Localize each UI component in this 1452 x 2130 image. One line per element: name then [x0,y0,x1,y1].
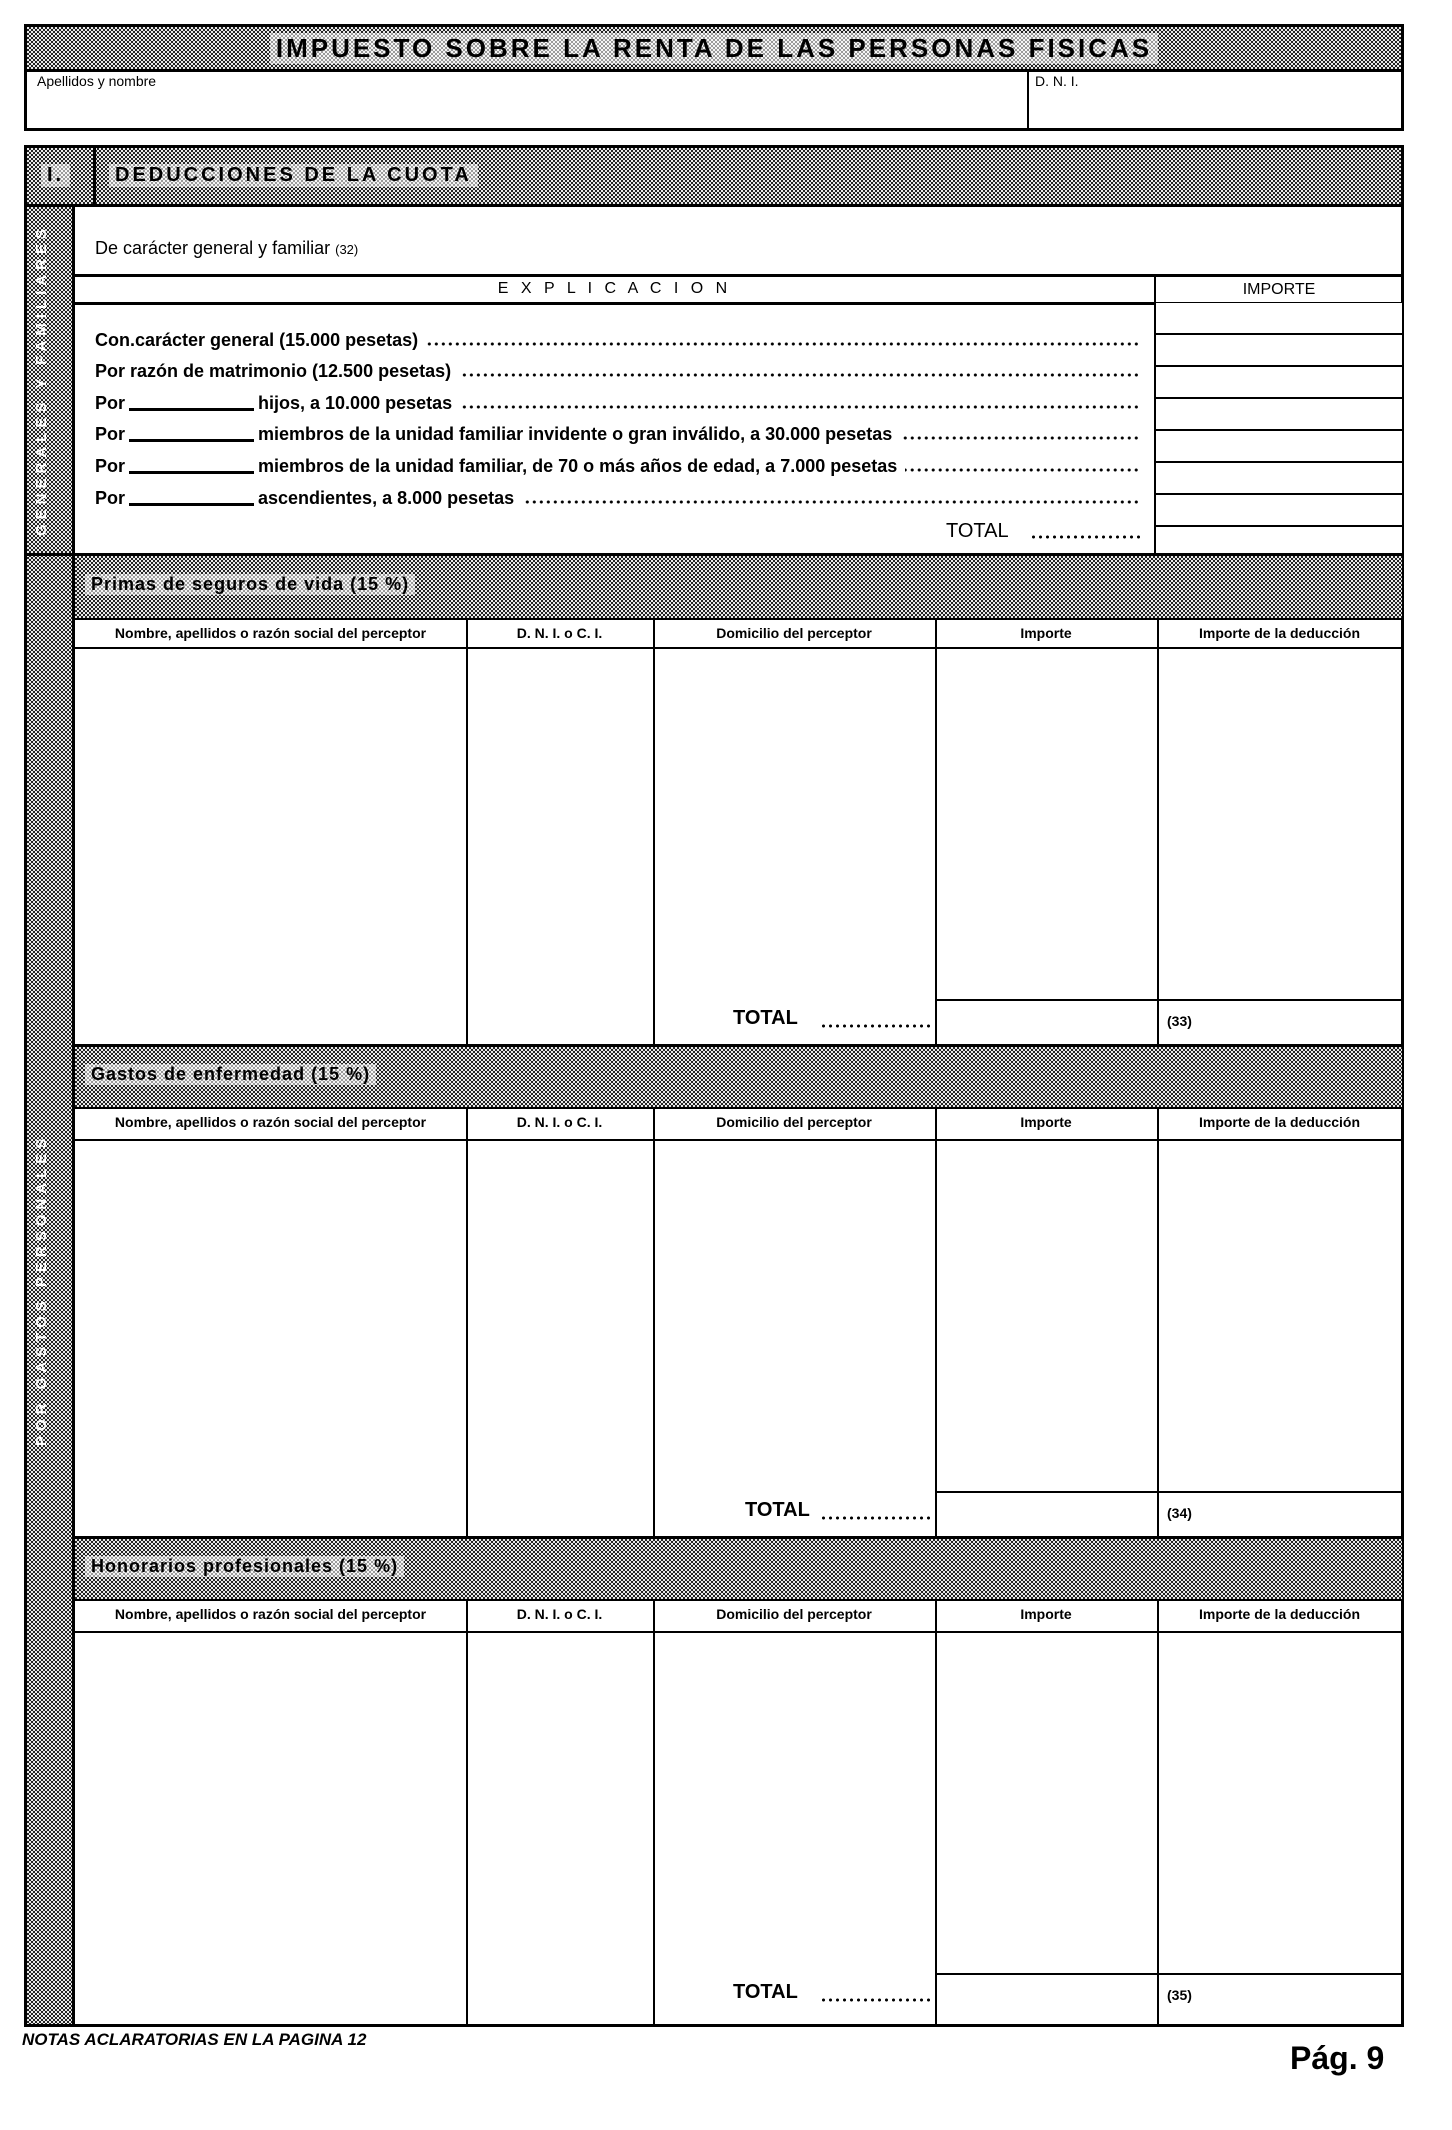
table-cell[interactable] [1159,1141,1400,1489]
table-cell[interactable] [937,649,1155,997]
table-cell[interactable] [77,649,464,997]
section-number: I. [41,164,70,187]
general-total-label: TOTAL [946,520,1009,542]
column-header: Domicilio del perceptor [716,1114,872,1130]
count-field[interactable] [129,439,254,442]
count-field[interactable] [129,471,254,474]
table-cell[interactable] [468,649,651,997]
column-header: Importe [1020,1606,1072,1622]
explicacion-header: E X P L I C A C I O N [497,280,732,297]
table-cell[interactable] [655,649,933,997]
row-label: ascendientes, a 8.000 pesetas [258,488,515,508]
general-title [95,238,358,259]
divider [27,553,75,556]
deduction-row-matrimonio [95,361,1140,382]
total-ref: (34) [1167,1505,1192,1521]
section-band [24,145,1404,207]
row-label: Por [95,424,126,444]
dot-leaders [459,372,1140,378]
deduction-row-ascendientes [95,488,1140,509]
table-cell[interactable] [937,1141,1155,1489]
divider [75,1139,1402,1141]
count-field[interactable] [129,503,254,506]
ref-32: (32) [335,242,359,257]
column-header: Importe de la deducción [1198,625,1361,641]
dot-leaders [820,1023,930,1029]
column-header: Importe de la deducción [1198,1114,1361,1130]
table-title: Primas de seguros de vida (15 %) [85,574,415,595]
sidebar-label-general: GENERALES Y FAMILIARES [33,224,50,536]
name-label: Apellidos y nombre [37,73,157,89]
importe-header: IMPORTE [1242,281,1316,298]
row-label: Por [95,393,126,413]
divider [93,148,96,204]
footer-note: NOTAS ACLARATORIAS EN LA PAGINA 12 [22,2030,367,2049]
row-label: Con.carácter general (15.000 pesetas) [95,330,419,350]
table-title: Gastos de enfermedad (15 %) [85,1064,376,1085]
total-importe-field[interactable] [937,1001,1155,1042]
row-label: miembros de la unidad familiar, de 70 o más años de edad, a 7.000 pesetas [258,456,898,476]
dot-leaders [522,499,1140,505]
form-title: IMPUESTO SOBRE LA RENTA DE LAS PERSONAS FISICAS [270,33,1158,64]
deduction-row-invidente [95,424,1140,445]
dot-leaders [426,341,1140,347]
dni-label: D. N. I. [1035,73,1079,89]
table-cell[interactable] [468,1633,651,1971]
dot-leaders [820,1997,930,2003]
table-cell[interactable] [655,1141,933,1489]
table-cell[interactable] [655,1633,933,1971]
form-title-band [24,24,1404,72]
taxpayer-row [24,69,1404,131]
total-importe-field[interactable] [937,1975,1155,2022]
page-number: Pág. 9 [1290,2040,1385,2076]
table-cell[interactable] [1159,1633,1400,1971]
row-label: miembros de la unidad familiar invidente o gran inválido, a 30.000 pesetas [258,424,893,444]
column-header: D. N. I. o C. I. [516,1114,603,1130]
column-header: Nombre, apellidos o razón social del perceptor [114,1606,427,1622]
row-label: Por [95,456,126,476]
row-label: Por razón de matrimonio (12.500 pesetas) [95,361,452,381]
table-title: Honorarios profesionales (15 %) [85,1556,404,1577]
column-header: Nombre, apellidos o razón social del perceptor [114,625,427,641]
dot-leaders [820,1515,930,1521]
dot-leaders [1030,534,1140,540]
deduction-row-general [95,330,1140,351]
column-header: Domicilio del perceptor [716,1606,872,1622]
table-total-label: TOTAL [733,1007,798,1029]
name-field[interactable] [27,89,1027,125]
divider [75,647,1402,649]
column-header: Importe [1020,625,1072,641]
dni-field[interactable] [1031,89,1401,125]
table-cell[interactable] [77,1633,464,1971]
deduction-row-mayores [95,456,1140,477]
deduction-row-hijos [95,393,1140,414]
column-header: Nombre, apellidos o razón social del perceptor [114,1114,427,1130]
section-title: DEDUCCIONES DE LA CUOTA [109,164,478,187]
column-header: Domicilio del perceptor [716,625,872,641]
total-importe-field[interactable] [937,1493,1155,1534]
total-ref: (35) [1167,1987,1192,2003]
divider [75,1631,1402,1633]
column-header: D. N. I. o C. I. [516,625,603,641]
divider [1027,69,1029,128]
sidebar-label-personal: POR GASTOS PERSONALES [33,1133,50,1447]
table-total-label: TOTAL [733,1981,798,2003]
table-cell[interactable] [77,1141,464,1489]
table-total-label: TOTAL [745,1499,810,1521]
row-label: Por [95,488,126,508]
column-header: Importe [1020,1114,1072,1130]
dot-leaders [460,404,1140,410]
column-header: Importe de la deducción [1198,1606,1361,1622]
table-cell[interactable] [937,1633,1155,1971]
general-title-text: De carácter general y familiar [95,238,331,258]
total-ref: (33) [1167,1013,1192,1029]
importe-fields[interactable] [1156,303,1402,553]
count-field[interactable] [129,408,254,411]
table-cell[interactable] [468,1141,651,1489]
table-cell[interactable] [1159,649,1400,997]
dot-leaders [905,467,1140,473]
column-header: D. N. I. o C. I. [516,1606,603,1622]
divider [75,274,1402,277]
row-label: hijos, a 10.000 pesetas [258,393,453,413]
dot-leaders [900,435,1140,441]
